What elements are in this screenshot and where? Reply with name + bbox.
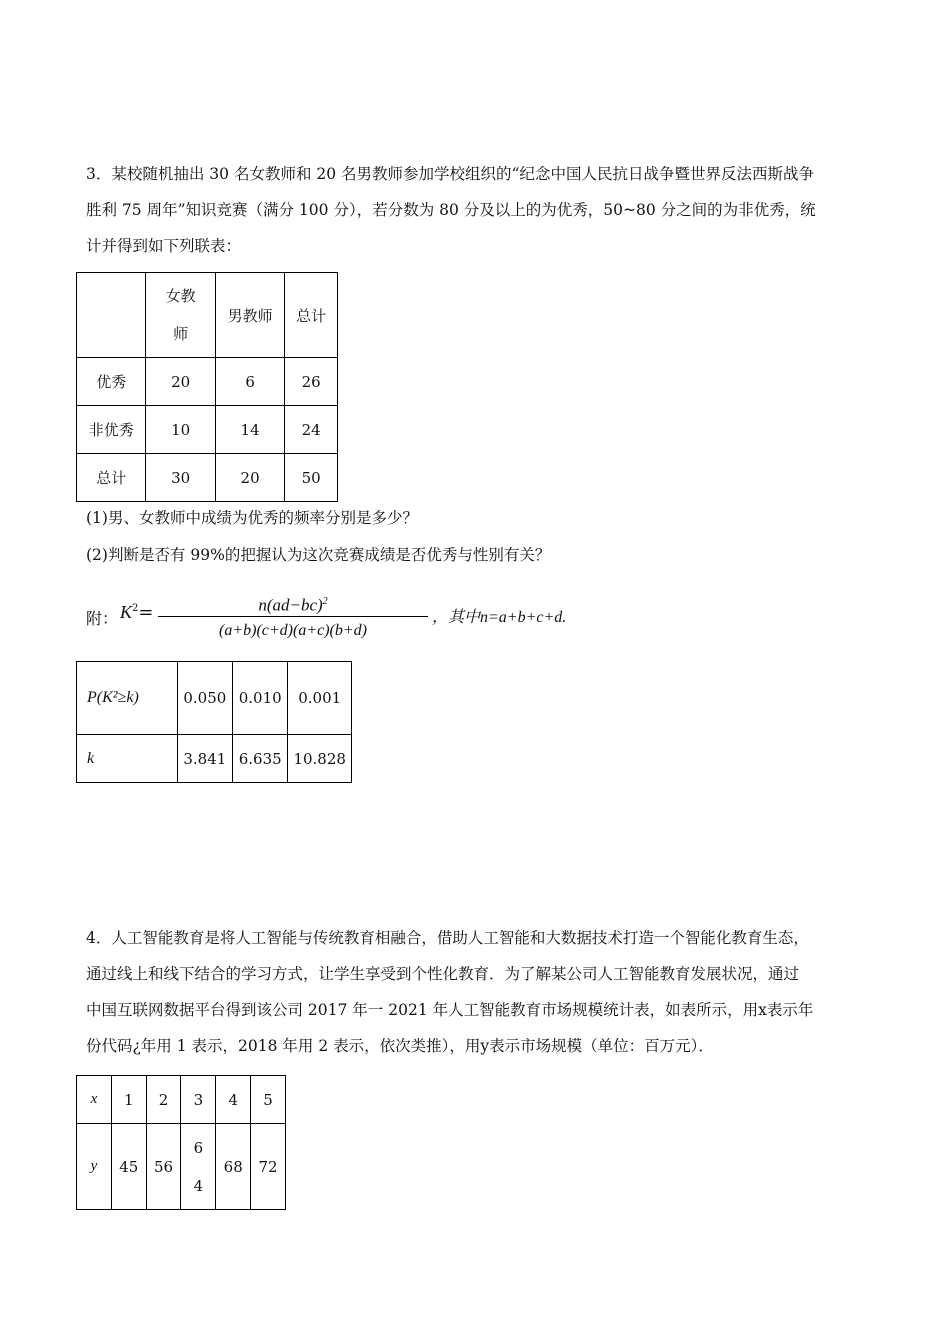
header-female: 女教 师	[146, 273, 215, 358]
header-total: 总计	[285, 273, 338, 358]
table-row	[77, 735, 352, 783]
y-row-label: y	[77, 1124, 112, 1210]
table-cell: 14	[215, 406, 284, 454]
row-label-total: 总计	[77, 454, 146, 502]
contingency-table	[76, 272, 338, 502]
formula-fraction	[158, 590, 428, 643]
table-cell: 0.001	[288, 662, 352, 735]
critical-value-table	[76, 661, 352, 783]
table-cell: 50	[285, 454, 338, 502]
table-cell: 3.841	[177, 735, 232, 783]
table-cell: 26	[285, 358, 338, 406]
fraction-bar	[158, 616, 428, 617]
table-row	[77, 1124, 286, 1210]
formula-numerator: $n(ad-bc)^2$	[258, 595, 328, 615]
table-cell: 72	[251, 1124, 286, 1210]
k-row-label: k	[77, 735, 178, 783]
table-cell: 6	[215, 358, 284, 406]
p-row-label: P(K²≥k)	[77, 662, 178, 735]
table-cell: 0.050	[177, 662, 232, 735]
table-cell: 0.010	[233, 662, 288, 735]
table-cell: 5	[251, 1076, 286, 1124]
table-row	[77, 1076, 286, 1124]
q3-sub-question-2: (2)判断是否有 99%的把握认为这次竞赛成绩是否优秀与性别有关？	[86, 546, 551, 564]
table-row	[77, 662, 352, 735]
table-cell: 4	[216, 1076, 251, 1124]
q3-line-3: 计并得到如下列联表：	[86, 237, 242, 255]
row-label-not-excellent: 非优秀	[77, 406, 146, 454]
header-male: 男教师	[215, 273, 284, 358]
table-cell: 56	[146, 1124, 181, 1210]
table-row	[77, 406, 338, 454]
table-cell: 1	[111, 1076, 146, 1124]
table-cell: 20	[215, 454, 284, 502]
table-cell: 6 4	[181, 1124, 216, 1210]
formula-lhs: $K^2=$	[120, 602, 154, 623]
table-row	[77, 454, 338, 502]
table-cell: 10	[146, 406, 215, 454]
row-label-excellent: 优秀	[77, 358, 146, 406]
table-row	[77, 273, 338, 358]
table-cell: 20	[146, 358, 215, 406]
table-cell: 24	[285, 406, 338, 454]
table-cell: 45	[111, 1124, 146, 1210]
table-cell-empty	[77, 273, 146, 358]
table-cell: 30	[146, 454, 215, 502]
q4-line-4: 份代码¿年用 1 表示，2018 年用 2 表示，依次类推），用y表示市场规模（单位：百万元）．	[86, 1037, 714, 1055]
table-cell: 10.828	[288, 735, 352, 783]
q3-line-1: 3．某校随机抽出 30 名女教师和 20 名男教师参加学校组织的“纪念中国人民抗日战争暨世界反法西斯战争	[86, 165, 814, 183]
table-cell: 68	[216, 1124, 251, 1210]
formula-label: 附：	[86, 609, 119, 628]
table-cell: 6.635	[233, 735, 288, 783]
x-row-label: x	[77, 1076, 112, 1124]
table-cell: 2	[146, 1076, 181, 1124]
q4-line-2: 通过线上和线下结合的学习方式，让学生享受到个性化教育．为了解某公司人工智能教育发展状况，通过	[86, 965, 800, 983]
formula-tail: ，其中n=a+b+c+d.	[432, 609, 567, 626]
q3-stem	[86, 156, 866, 264]
formula-denominator: (a+b)(c+d)(a+c)(b+d)	[218, 622, 367, 639]
table-row	[77, 358, 338, 406]
q3-sub-question-1: (1)男、女教师中成绩为优秀的频率分别是多少？	[86, 509, 418, 527]
market-size-table	[76, 1075, 286, 1210]
q3-line-2: 胜利 75 周年”知识竞赛（满分 100 分），若分数为 80 分及以上的为优秀，50~80 分之间的为非优秀，统	[86, 201, 816, 219]
q4-line-1: 4．人工智能教育是将人工智能与传统教育相融合，借助人工智能和大数据技术打造一个智能化教育生态，	[86, 929, 809, 947]
q4-stem	[86, 920, 866, 1064]
table-cell: 3	[181, 1076, 216, 1124]
q4-line-3: 中国互联网数据平台得到该公司 2017 年一 2021 年人工智能教育市场规模统计表，如表所示，用x表示年	[86, 1001, 814, 1019]
